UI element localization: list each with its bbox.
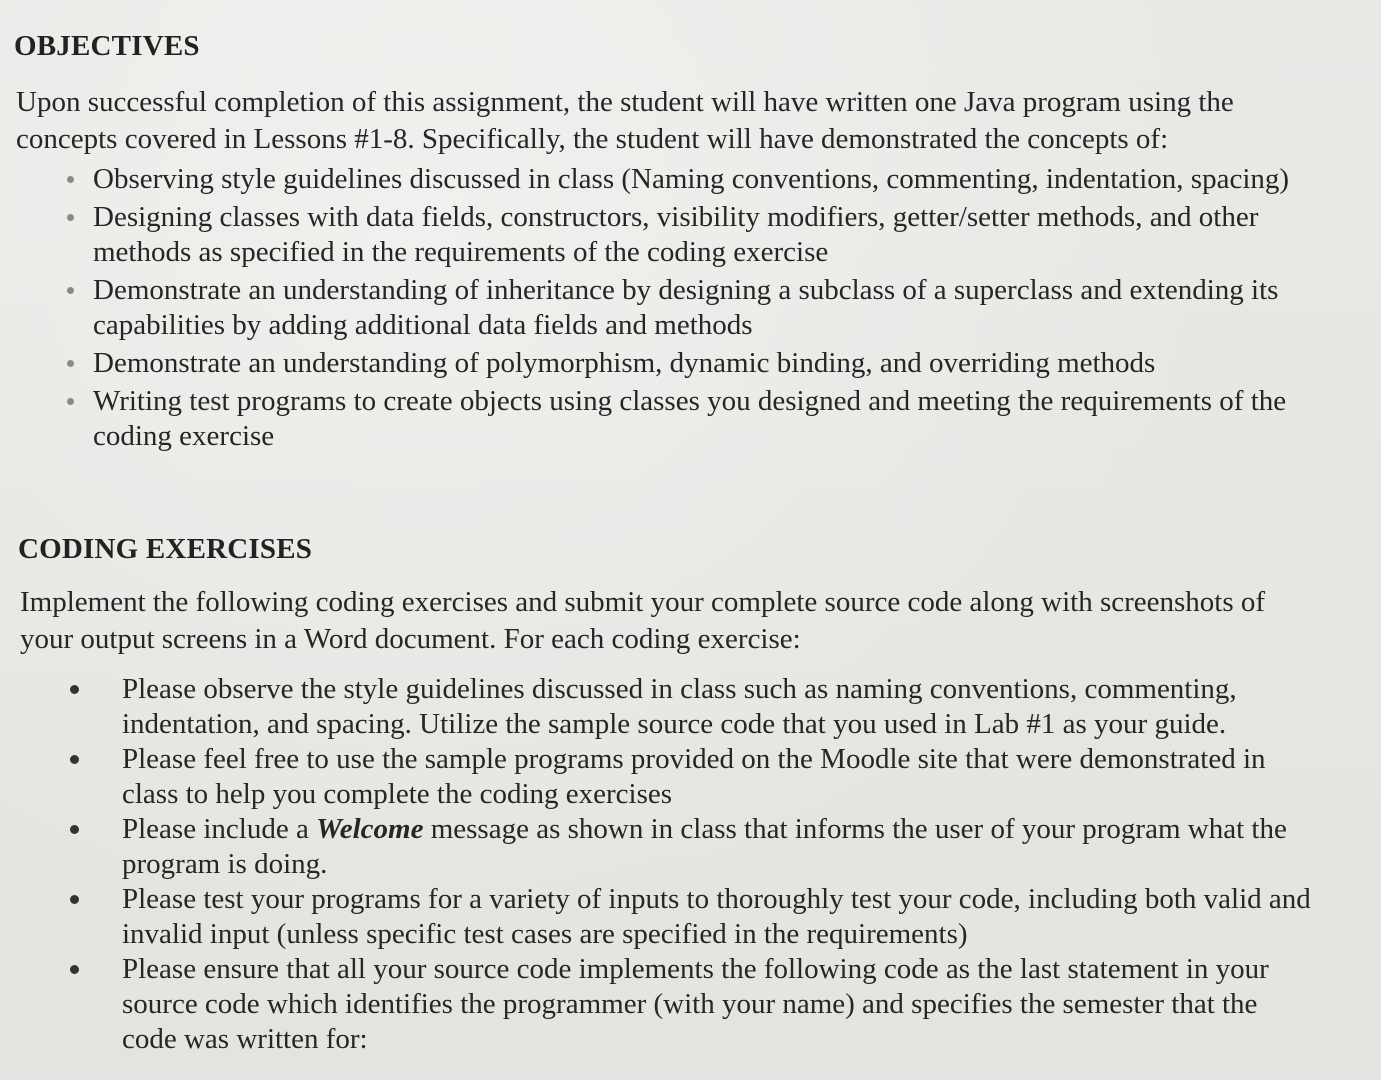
coding-exercises-intro: Implement the following coding exercises and submit your complete source code along with screenshots of your output screens in a Word document. For each coding exercise: <box>20 586 1266 655</box>
coding-exercises-list <box>122 672 1312 1057</box>
list-item-text: Writing test programs to create objects using classes you designed and meeting the requirements of the coding exercise <box>93 385 1287 452</box>
list-item-text-end: message as shown in class that informs the user of your program what the program is doing. <box>122 813 1287 880</box>
objectives-list <box>93 162 1338 454</box>
list-item-text: Please ensure that all your source code implements the following code as the last statement in your source code which identifies the programmer (with your name) and specifies the semester that the code was written for: <box>122 953 1269 1055</box>
list-item-text: Observing style guidelines discussed in class (Naming conventions, commenting, indentation, spacing) <box>93 163 1290 195</box>
list-item-text-start: Please include a <box>122 813 317 845</box>
list-item <box>122 882 1312 952</box>
bullet-icon <box>70 965 79 974</box>
list-item <box>122 812 1312 882</box>
objectives-intro: Upon successful completion of this assignment, the student will have written one Java program using the concepts covered in Lessons #1-8. Specifically, the student will have demonstrated the concepts of: <box>16 86 1234 155</box>
bullet-icon <box>70 685 79 694</box>
bullet-icon <box>70 895 79 904</box>
bullet-icon <box>67 398 74 405</box>
list-item-text: Please test your programs for a variety of inputs to thoroughly test your code, including both valid and invalid input (unless specific test cases are specified in the requirements) <box>122 883 1311 950</box>
list-item <box>93 200 1338 270</box>
list-item <box>122 952 1312 1057</box>
list-item-text: Designing classes with data fields, constructors, visibility modifiers, getter/setter methods, and other methods as specified in the requirements of the coding exercise <box>93 201 1259 268</box>
list-item <box>122 742 1312 812</box>
list-item-text: Demonstrate an understanding of inheritance by designing a subclass of a superclass and extending its capabilities by adding additional data fields and methods <box>93 274 1279 341</box>
list-item-text: Demonstrate an understanding of polymorphism, dynamic binding, and overriding methods <box>93 347 1156 379</box>
list-item <box>93 162 1338 197</box>
list-item-text: Please observe the style guidelines discussed in class such as naming conventions, commenting, indentation, and spacing. Utilize the sample source code that you used in Lab #1 as your guide. <box>122 673 1237 740</box>
bullet-icon <box>67 287 74 294</box>
list-item <box>93 346 1338 381</box>
bullet-icon <box>67 214 74 221</box>
bullet-icon <box>70 755 79 764</box>
list-item-text: Please feel free to use the sample programs provided on the Moodle site that were demonstrated in class to help you complete the coding exercises <box>122 743 1266 810</box>
coding-exercises-heading: CODING EXERCISES <box>18 533 313 565</box>
welcome-emphasis: Welcome <box>316 813 424 845</box>
bullet-icon <box>67 360 74 367</box>
objectives-heading: OBJECTIVES <box>14 30 200 62</box>
list-item <box>122 672 1312 742</box>
list-item <box>93 273 1338 343</box>
bullet-icon <box>67 176 74 183</box>
list-item <box>93 384 1338 454</box>
bullet-icon <box>70 825 79 834</box>
